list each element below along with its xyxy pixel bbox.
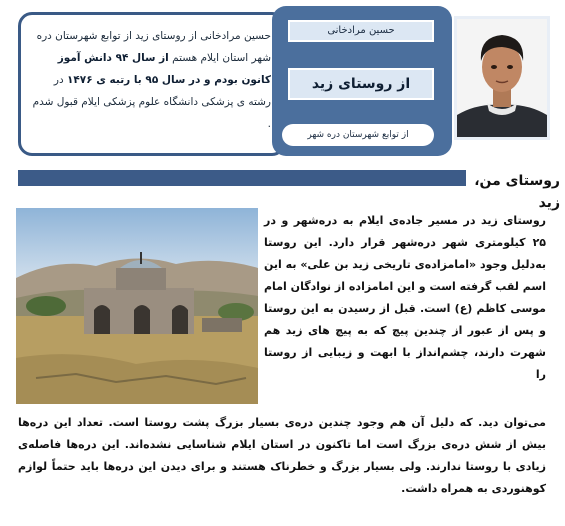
name-panel [272, 6, 452, 156]
intro-text-end: در رشته ی پزشکی دانشگاه علوم پزشکی ایلام قبول شدم . [32, 74, 271, 130]
intro-bold-text: از سال ۹۴ دانش آموز کانون بودم و در سال ۹۵ با رتبه ی ۱۴۷۶ [57, 52, 271, 86]
shrine-photo [16, 208, 258, 404]
portrait-icon [457, 19, 547, 137]
shrine-landscape-icon [16, 208, 258, 404]
village-label: از روستای زید [288, 68, 434, 100]
article-paragraph-top: روستای زید در مسیر جاده‌ی ایلام به دره‌شهر و در ۲۵ کیلومتری شهر دره‌شهر قرار دارد. این روستا به‌دلیل وجود «امامزاده‌ی تاریخی زید بن علی» به این اسم لقب گرفته است و این امامزاده از نوادگان امام موسی کاظم (ع) است. قبل از رسیدن به این روستا و پس از عبور از چندین پیچ که به پیچ های زید هم شهرت دارند، چشم‌انداز با ابهت و زیبایی از روستا را [264, 214, 546, 381]
intro-text: حسین مرادخانی از روستای زید از توابع شهرستان دره شهر استان ایلام هستم [36, 30, 271, 64]
section-title: روستای من، زید [474, 173, 560, 211]
village-subtitle: از توابع شهرستان دره شهر [282, 124, 434, 146]
article-paragraph-bottom: می‌توان دید. که دلیل آن هم وجود چندین دره‌ی بسیار بزرگ پشت روستا است. تعداد این دره‌ها بیش از شش دره‌ی بزرگ است اما تاکنون در استان ایلام شناسایی نشده‌اند. این دره‌ها فاصله‌ی زیادی با روستا ندارند. ولی بسیار بزرگ و خطرناک هستند و برای دیدن این دره‌ها باید حتماً لوازم کوهنوردی به همراه داشت. [18, 416, 546, 495]
section-divider-bar [18, 170, 466, 186]
intro-card [18, 12, 286, 156]
student-photo [454, 16, 550, 140]
student-name: حسین مرادخانی [288, 20, 434, 42]
